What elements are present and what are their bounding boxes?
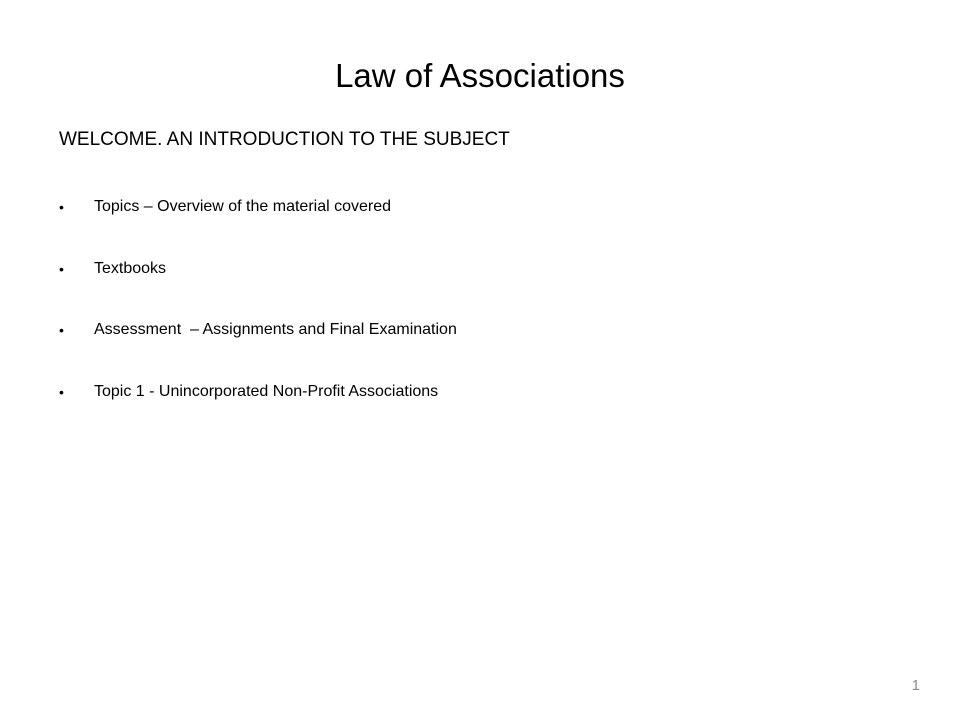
bullet-dot-icon: • [59,199,64,215]
bullet-dot-icon: • [59,260,64,277]
bullet-dot-icon: • [59,322,64,338]
bullet-text: Topic 1 - Unincorporated Non-Profit Associations [94,382,439,400]
slide-heading: WELCOME. AN INTRODUCTION TO THE SUBJECT [59,129,510,150]
bullet-dot-icon: • [59,383,64,400]
bullet-text: Assessment – Assignments and Final Examination [94,321,457,338]
bullet-text: Topics – Overview of the material covered [94,198,392,215]
slide-title: Law of Associations [335,57,625,94]
bullet-text: Textbooks [94,259,167,277]
page-number: 1 [911,677,920,694]
